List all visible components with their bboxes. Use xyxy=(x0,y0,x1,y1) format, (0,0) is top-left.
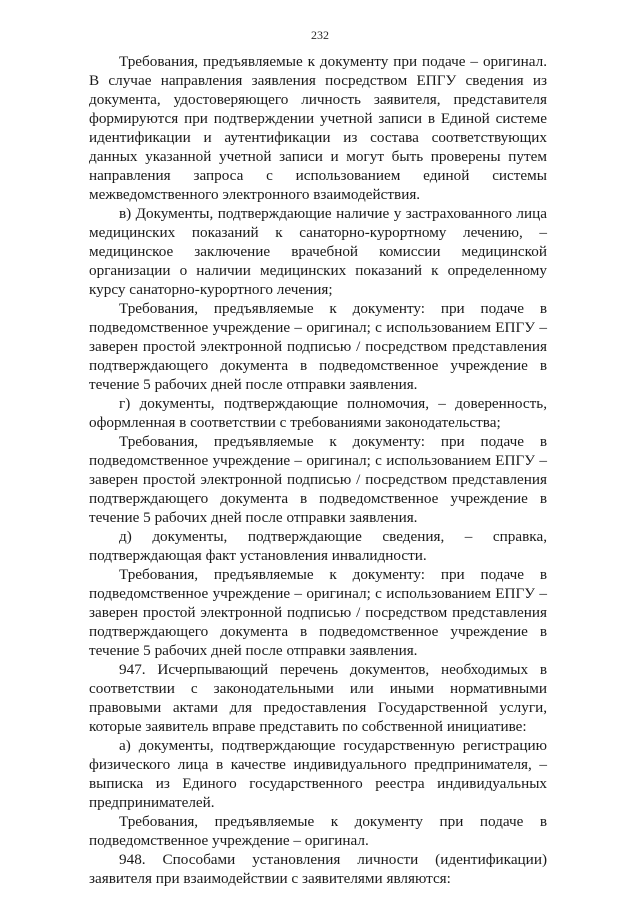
paragraph-requirements-v: Требования, предъявляемые к документу: при подаче в подведомственное учреждение – оригинал; с использованием ЕПГУ – заверен простой электронной подписью / посредством представления подтверждающего документа в подведомственное учреждение в течение 5 рабочих дней после отправки заявления. xyxy=(89,300,547,393)
paragraph-requirements-original: Требования, предъявляемые к документу при подаче – оригинал. В случае направления заявления посредством ЕПГУ сведения из документа, удостоверяющего личность заявителя, представителя формируются при подтверждении учетной записи в Единой системе идентификации и аутентификации из состава соответствующих данных указанной учетной записи и могут быть проверены путем направления запроса с использованием единой системы межведомственного электронного взаимодействия. xyxy=(89,53,547,203)
paragraph-requirements-d: Требования, предъявляемые к документу: при подаче в подведомственное учреждение – оригинал; с использованием ЕПГУ – заверен простой электронной подписью / посредством представления подтверждающего документа в подведомственное учреждение в течение 5 рабочих дней после отправки заявления. xyxy=(89,566,547,659)
paragraph-item-d: д) документы, подтверждающие сведения, – справка, подтверждающая факт установления инвалидности. xyxy=(89,528,547,564)
paragraph-item-v: в) Документы, подтверждающие наличие у застрахованного лица медицинских показаний к санаторно-курортному лечению, – медицинское заключение врачебной комиссии медицинской организации о наличии медицинских показаний к определенному курсу санаторно-курортного лечения; xyxy=(89,205,547,298)
paragraph-947: 947. Исчерпывающий перечень документов, необходимых в соответствии с законодательными или иными нормативными правовыми актами для предоставления Государственной услуги, которые заявитель вправе представить по собственной инициативе: xyxy=(89,661,547,735)
document-body xyxy=(89,52,547,888)
paragraph-requirements-g: Требования, предъявляемые к документу: при подаче в подведомственное учреждение – оригинал; с использованием ЕПГУ – заверен простой электронной подписью / посредством представления подтверждающего документа в подведомственное учреждение в течение 5 рабочих дней после отправки заявления. xyxy=(89,433,547,526)
paragraph-item-g: г) документы, подтверждающие полномочия, – доверенность, оформленная в соответствии с требованиями законодательства; xyxy=(89,395,547,431)
paragraph-item-a: а) документы, подтверждающие государственную регистрацию физического лица в качестве индивидуального предпринимателя, – выписка из Единого государственного реестра индивидуальных предпринимателей. xyxy=(89,737,547,811)
paragraph-requirements-a: Требования, предъявляемые к документу при подаче в подведомственное учреждение – оригинал. xyxy=(89,813,547,849)
page-number: 232 xyxy=(311,28,329,42)
paragraph-948: 948. Способами установления личности (идентификации) заявителя при взаимодействии с заявителями являются: xyxy=(89,851,547,887)
